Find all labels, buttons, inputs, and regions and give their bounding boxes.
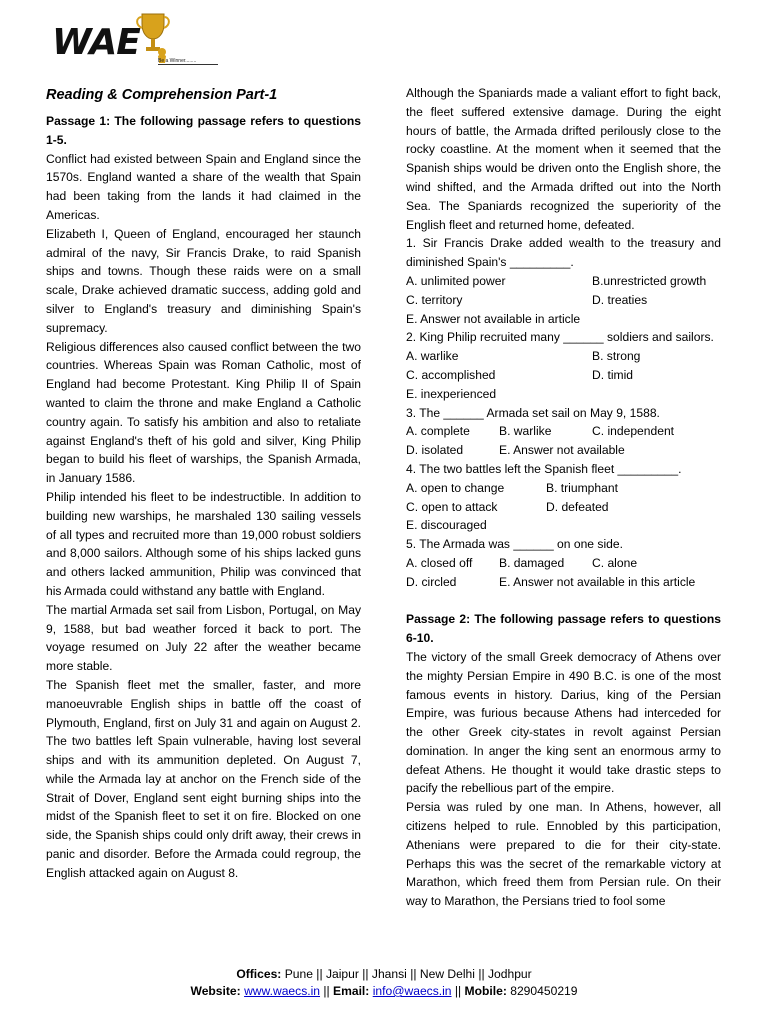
- passage2-paragraph: The victory of the small Greek democracy of Athens over the mighty Persian Empire in 490 B.C. is one of the most famous events in history. Darius, king of the Persian Empire, was furious because Athens had interceded for the other Greek city-states in revolt against Persian domination. In anger the king sent an enormous army to defeat Athens. He thought it would take drastic steps to pacify the rebellious part of the empire.: [406, 649, 721, 796]
- option-row: [406, 310, 721, 329]
- website-label: Website:: [190, 984, 241, 998]
- email-link[interactable]: info@waecs.in: [372, 984, 452, 998]
- answer-option: D. treaties: [592, 292, 648, 307]
- question-4: [406, 460, 721, 535]
- logo-text: WAE: [52, 22, 140, 63]
- answer-option: E. discouraged: [406, 518, 487, 533]
- page-title: Reading & Comprehension Part-1: [46, 87, 278, 103]
- question-5: [406, 535, 721, 591]
- trophy-icon: [132, 8, 180, 64]
- answer-option: A. complete: [406, 424, 470, 439]
- email-label: Email:: [333, 984, 370, 998]
- answer-option: E. Answer not available: [499, 443, 625, 458]
- answer-option: B. triumphant: [546, 480, 618, 495]
- separator: ||: [451, 984, 465, 998]
- answer-option: C. independent: [592, 424, 675, 439]
- passage1-heading: Passage 1: The following passage refers to questions 1-5.: [46, 114, 361, 147]
- passage1-paragraph: Philip intended his fleet to be indestructible. In addition to building new warships, he marshaled 130 sailing vessels of all types and recruited more than 19,000 robust soldiers and 8,000 sailors. Although some of his ships lacked guns and others lacked ammunition, Philip was convinced that his Armada could withstand any battle with England.: [46, 489, 361, 598]
- answer-option: E. Answer not available in article: [406, 311, 581, 326]
- answer-option: B. strong: [592, 349, 641, 364]
- answer-option: A. warlike: [406, 349, 459, 364]
- answer-option: A. closed off: [406, 555, 473, 570]
- passage1-continuation: Although the Spaniards made a valiant effort to fight back, the fleet suffered extensive damage. During the eight hours of battle, the Armada drifted perilously close to the rocky coastline. At the moment when it seemed that the Spanish ships would be driven onto the English shore, the wind shifted, and the Armada drifted out into the North Sea. The Spaniards recognized the superiority of the English fleet and returned home, defeated.: [406, 86, 721, 232]
- option-row: [406, 498, 721, 517]
- passage1-paragraph: Religious differences also caused conflict between the two countries. Whereas Spain was Roman Catholic, most of England had become Protestant. King Philip II of Spain wanted to claim the throne and make England a Catholic country again. To satisfy his ambition and also to retaliate against England's theft of his gold and silver, King Philip began to build his fleet of warships, the Spanish Armada, in January 1586.: [46, 339, 361, 486]
- question-stem: 4. The two battles left the Spanish fleet _________.: [406, 461, 682, 476]
- option-row: [406, 516, 721, 535]
- answer-option: B. warlike: [499, 424, 552, 439]
- answer-option: C. accomplished: [406, 367, 496, 382]
- option-row: [406, 347, 721, 366]
- option-row: [406, 272, 721, 291]
- option-row: [406, 366, 721, 385]
- option-row: [406, 291, 721, 310]
- answer-option: E. inexperienced: [406, 386, 497, 401]
- option-row: [406, 554, 721, 573]
- passage1-paragraph: The Spanish fleet met the smaller, faster, and more manoeuvrable English ships in battle off the coast of Plymouth, England, first on July 31 and again on August 2. The two battles left Spain vulnerable, having lost several ships and with its ammunition depleted. On August 7, while the Armada lay at anchor on the French side of the Strait of Dover, England sent eight burning ships into the midst of the Spanish fleet to set it on fire. Blocked on one side, the Spanish ships could only drift away, their crews in panic and disorder. Before the Armada could regroup, the English attacked again on August 8.: [46, 677, 361, 880]
- passage1-paragraph: Elizabeth I, Queen of England, encouraged her staunch admiral of the navy, Sir Francis Drake, to raid Spanish ships and towns. Though these raids were on a small scale, Drake achieved dramatic success, adding gold and silver to England's treasury and diminishing Spain's supremacy.: [46, 226, 361, 335]
- passage1-paragraph: Conflict had existed between Spain and England since the 1570s. England wanted a share of the wealth that Spain had been taking from the lands it had claimed in the Americas.: [46, 151, 361, 222]
- footer-offices: [0, 966, 768, 983]
- question-stem: 2. King Philip recruited many ______ soldiers and sailors.: [406, 330, 714, 345]
- website-link[interactable]: www.waecs.in: [244, 984, 321, 998]
- right-column: [406, 84, 721, 911]
- separator: ||: [320, 984, 334, 998]
- logo-tagline: Be a Winner........: [158, 58, 218, 65]
- answer-option: D. circled: [406, 574, 457, 589]
- answer-option: B.unrestricted growth: [592, 273, 707, 288]
- offices-list: Pune || Jaipur || Jhansi || New Delhi || Jodhpur: [281, 967, 532, 981]
- question-1: [406, 234, 721, 328]
- option-row: [406, 422, 721, 441]
- answer-option: D. defeated: [546, 499, 609, 514]
- brand-logo: [48, 8, 228, 68]
- answer-option: D. timid: [592, 367, 633, 382]
- answer-option: B. damaged: [499, 555, 565, 570]
- answer-option: C. alone: [592, 555, 638, 570]
- option-row: [406, 573, 721, 592]
- answer-option: C. territory: [406, 292, 463, 307]
- answer-option: D. isolated: [406, 443, 464, 458]
- passage2-heading: Passage 2: The following passage refers to questions 6-10.: [406, 612, 721, 646]
- passage1-paragraph: The martial Armada set sail from Lisbon, Portugal, on May 9, 1588, but bad weather forced it back to port. The voyage resumed on July 22 after the weather became more stable.: [46, 602, 361, 674]
- question-2: [406, 328, 721, 403]
- passage2-paragraph: Persia was ruled by one man. In Athens, however, all citizens helped to rule. Ennobled by this participation, Athenians were prepared to die for their city-state. Perhaps this was the secret of the remarkable victory at Marathon, which freed them from Persian rule. On their way to Marathon, the Persians tried to fool some: [406, 800, 721, 909]
- answer-option: A. open to change: [406, 480, 505, 495]
- spacer: [406, 592, 721, 611]
- left-column: [46, 84, 361, 883]
- mobile-number: 8290450219: [506, 984, 578, 998]
- answer-option: C. open to attack: [406, 499, 498, 514]
- option-row: [406, 385, 721, 404]
- answer-option: E. Answer not available in this article: [499, 574, 696, 589]
- answer-option: A. unlimited power: [406, 273, 506, 288]
- option-row: [406, 441, 721, 460]
- option-row: [406, 479, 721, 498]
- mobile-label: Mobile:: [464, 984, 507, 998]
- question-stem: 3. The ______ Armada set sail on May 9, 1588.: [406, 405, 660, 420]
- question-stem: 1. Sir Francis Drake added wealth to the treasury and diminished Spain's _________.: [406, 236, 721, 270]
- question-3: [406, 404, 721, 460]
- footer-contact: [0, 983, 768, 1000]
- offices-label: Offices:: [236, 967, 282, 981]
- question-stem: 5. The Armada was ______ on one side.: [406, 537, 623, 552]
